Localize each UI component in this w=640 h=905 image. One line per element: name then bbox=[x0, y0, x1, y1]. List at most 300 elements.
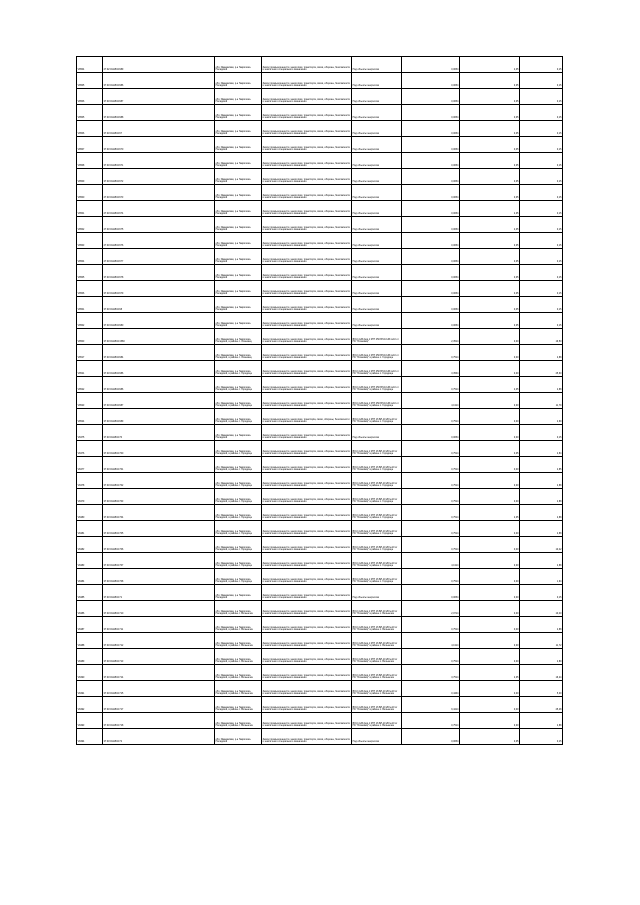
cadastral-number-cell: 37:03:0111504:715 bbox=[103, 681, 215, 697]
table-row bbox=[77, 713, 563, 729]
address-cell: обл. Ивановская, р-н Гаврилово-Посадский, в районе с. Вольнечие bbox=[215, 713, 262, 729]
record-id-cell: V8491 bbox=[77, 681, 103, 697]
amount-cell: 2,88 bbox=[520, 617, 563, 633]
amount-cell: 10,40 bbox=[520, 601, 563, 617]
area-cell: 2,3514 bbox=[402, 329, 460, 345]
cadastral-number-cell: 37:03:0111504:712 bbox=[103, 633, 215, 649]
land-category-cell: Земли промышленности, энергетики, транспорта, связи, обороны, безопасности и земли иного специального назначения bbox=[262, 489, 352, 505]
address-cell: обл. Ивановская, р-н Гаврилово-Посадский bbox=[215, 137, 262, 153]
table-row bbox=[77, 105, 563, 121]
permitted-use-cell: ВЛ-0,4 кВ фид.1 КТП 250 ВЛ-10 кВ №10 от ПС "Осановец" в районе с. Городище bbox=[352, 377, 402, 393]
rate-cell: 0,00 bbox=[460, 681, 520, 697]
cadastral-number-cell: 37:03:0111504:718 bbox=[103, 713, 215, 729]
amount-cell: 0,15 bbox=[520, 153, 563, 169]
area-cell: 0,7514 bbox=[402, 521, 460, 537]
cadastral-number-cell: 37:03:0111504:711 bbox=[103, 617, 215, 633]
cadastral-number-cell: 37:03:0111504:687 bbox=[103, 89, 215, 105]
amount-cell: 0,15 bbox=[520, 217, 563, 233]
land-category-cell: Земли промышленности, энергетики, транспорта, связи, обороны, безопасности и земли иного специального назначения bbox=[262, 105, 352, 121]
permitted-use-cell: Под объекты энергетики bbox=[352, 233, 402, 249]
area-cell: 0,7514 bbox=[402, 617, 460, 633]
cadastral-number-cell: 27:03:0111504:677 bbox=[103, 249, 215, 265]
area-cell: 0,7514 bbox=[402, 409, 460, 425]
table-row bbox=[77, 393, 563, 409]
record-id-cell: V8506 bbox=[77, 281, 103, 297]
permitted-use-cell: Под объекты энергетики bbox=[352, 281, 402, 297]
record-id-cell: V8517 bbox=[77, 345, 103, 361]
address-cell: обл. Ивановская, р-н Гаврилово-Посадский, в районе с. Городище bbox=[215, 505, 262, 521]
rate-cell: 0,05 bbox=[460, 185, 520, 201]
rate-cell: 0,05 bbox=[460, 729, 520, 745]
record-id-cell: V8509 bbox=[77, 169, 103, 185]
address-cell: обл. Ивановская, р-н Гаврилово-Посадский, в районе с. Вольнечие bbox=[215, 617, 262, 633]
permitted-use-cell: ВЛ-0,4 кВ фид.1 КТП 16 ВЛ-10 кВ №10 от ПС "Осановец" в районе с. Вольнечие bbox=[352, 665, 402, 681]
amount-cell: 0,15 bbox=[520, 585, 563, 601]
area-cell: 0,0054 bbox=[402, 313, 460, 329]
record-id-cell: V8502 bbox=[77, 217, 103, 233]
address-cell: обл. Ивановская, р-н Гаврилово-Посадский, в районе с. Вольнечие bbox=[215, 697, 262, 713]
record-id-cell: V8483 bbox=[77, 553, 103, 569]
amount-cell: 2,88 bbox=[520, 553, 563, 569]
table-row bbox=[77, 457, 563, 473]
address-cell: обл. Ивановская, р-н Гаврилово-Посадский bbox=[215, 281, 262, 297]
cadastral-number-cell: 37:03:0111504:686 bbox=[103, 377, 215, 393]
address-cell: обл. Ивановская, р-н Гаврилово-Посадский bbox=[215, 265, 262, 281]
record-id-cell: V8500 bbox=[77, 185, 103, 201]
rate-cell: 0,00 bbox=[460, 489, 520, 505]
table-body bbox=[77, 57, 563, 745]
land-category-cell: Земли промышленности, энергетики, транспорта, связи, обороны, безопасности и земли иного специального назначения bbox=[262, 649, 352, 665]
rate-cell: 0,05 bbox=[460, 73, 520, 89]
permitted-use-cell: Под объекты энергетики bbox=[352, 105, 402, 121]
record-id-cell: V8480 bbox=[77, 505, 103, 521]
land-category-cell: Земли промышленности, энергетики, транспорта, связи, обороны, безопасности и земли иного специального назначения bbox=[262, 553, 352, 569]
rate-cell: 2,05 bbox=[460, 505, 520, 521]
land-category-cell: Земли промышленности, энергетики, транспорta, связи, обороны, безопасности и земли иного специального назначения bbox=[262, 409, 352, 425]
area-cell: 0,7514 bbox=[402, 489, 460, 505]
table-row bbox=[77, 665, 563, 681]
address-cell: обл. Ивановская, р-н Гаврилово-Посадский, в районе с. Вольнечие bbox=[215, 665, 262, 681]
address-cell: обл. Ивановская, р-н Гаврилово-Посадский, в районе с. Городище bbox=[215, 489, 262, 505]
table-row bbox=[77, 137, 563, 153]
amount-cell: 2,88 bbox=[520, 489, 563, 505]
area-cell: 0,0054 bbox=[402, 425, 460, 441]
address-cell: обл. Ивановская, р-н Гаврилово-Посадский, в районе с. Городище bbox=[215, 393, 262, 409]
area-cell: 0,0054 bbox=[402, 137, 460, 153]
cadastral-number-cell: 37:03:0111504:700 bbox=[103, 441, 215, 457]
land-category-cell: Земли промышленности, энергетики, транспорта, связи, обороны, безопасности и земли иного специального назначения bbox=[262, 169, 352, 185]
land-category-cell: Земли промышленности, энергетики, транспорта, связи, обороны, безопасности и земли иного специального назначения bbox=[262, 265, 352, 281]
cadastral-number-cell: 37:03:0111504:689 bbox=[103, 409, 215, 425]
table-row bbox=[77, 121, 563, 137]
amount-cell: 2,84 bbox=[520, 441, 563, 457]
record-id-cell: V8487 bbox=[77, 617, 103, 633]
area-cell: 0,0054 bbox=[402, 297, 460, 313]
table-row bbox=[77, 441, 563, 457]
amount-cell: 0,15 bbox=[520, 281, 563, 297]
land-category-cell: Земли промышленности, энергетики, транспорта, связи, обороны, безопасности и земли иного специального назначения bbox=[262, 505, 352, 521]
permitted-use-cell: Под объекты энергетики bbox=[352, 73, 402, 89]
permitted-use-cell: Под объекты энергетики bbox=[352, 217, 402, 233]
area-cell: 0,7514 bbox=[402, 473, 460, 489]
amount-cell: 0,15 bbox=[520, 425, 563, 441]
table-row bbox=[77, 345, 563, 361]
table-row bbox=[77, 617, 563, 633]
land-category-cell: Земли промышленности, энергетики, транспорта, связи, обороны, безопасности и земли иного специального назначения bbox=[262, 201, 352, 217]
address-cell: обл. Ивановская, р-н Гаврилово-Посадский, в районе с. Городище bbox=[215, 569, 262, 585]
land-category-cell: Земли промышленности, энергетики, транспорта, связи, обороны, безопасности и земли иного специального назначения bbox=[262, 329, 352, 345]
land-category-cell: Земли промышленности, энергетики, транспорта, связи, обороны, безопасности и земли иного специального назначения bbox=[262, 345, 352, 361]
land-category-cell: Земли промышленности, энергетики, транспорта, связи, обороны, безопасности и земли иного специального назначения bbox=[262, 633, 352, 649]
address-cell: обл. Ивановская, р-н Гаврилово-Посадский, в районе с. Вольнечие bbox=[215, 601, 262, 617]
record-id-cell: V8490 bbox=[77, 665, 103, 681]
address-cell: обл. Ивановская, р-н Гаврилово-Посадский, в районе с. Городище bbox=[215, 457, 262, 473]
record-id-cell: V8482 bbox=[77, 537, 103, 553]
permitted-use-cell: ВЛ-0,4 кВ фид.1 КТП 16 ВЛ-10 кВ №10 от ПС "Осановец" в районе с. Городище bbox=[352, 505, 402, 521]
cadastral-number-cell: 37:03:0111504:703 bbox=[103, 489, 215, 505]
table-row bbox=[77, 249, 563, 265]
area-cell: 0,4464 bbox=[402, 681, 460, 697]
table-row bbox=[77, 505, 563, 521]
land-category-cell: Земли промышленности, энергетики, транспорта, связи, обороны, безопасности и земли иного специального назначения bbox=[262, 713, 352, 729]
rate-cell: 0,00 bbox=[460, 585, 520, 601]
amount-cell: 0,15 bbox=[520, 169, 563, 185]
area-cell: 0,0054 bbox=[402, 57, 460, 73]
record-id-cell: V8505 bbox=[77, 105, 103, 121]
address-cell: обл. Ивановская, р-н Гаврилово-Посадский bbox=[215, 313, 262, 329]
record-id-cell: V8524 bbox=[77, 409, 103, 425]
cadastral-number-cell: 37:03:0111504:680 bbox=[103, 313, 215, 329]
amount-cell: 0,15 bbox=[520, 729, 563, 745]
cadastral-number-cell: 37:03:0111504:714 bbox=[103, 665, 215, 681]
land-category-cell: Земли промышленности, энергетики, транспорта, связи, обороны, безопасности и земли иного специального назначения bbox=[262, 425, 352, 441]
area-cell: 0,0054 bbox=[402, 185, 460, 201]
table-row bbox=[77, 281, 563, 297]
area-cell: 9,4414 bbox=[402, 697, 460, 713]
rate-cell: 2,05 bbox=[460, 377, 520, 393]
cadastral-number-cell: 37:03:0111504:713 bbox=[103, 649, 215, 665]
amount-cell: 11,79 bbox=[520, 393, 563, 409]
permitted-use-cell: ВЛ-0,4 кВ фид.1 КТП 250 ВЛ-10 кВ №10 от ПС "Осановец" в районе с. Городище bbox=[352, 393, 402, 409]
rate-cell: 0,05 bbox=[460, 249, 520, 265]
permitted-use-cell: ВЛ-0,4 кВ фид.1 КТП 16 ВЛ-10 кВ №10 от ПС "Осановец" в районе с. Вольнечие bbox=[352, 617, 402, 633]
cadastral-number-cell: 37:03:0111504:678 bbox=[103, 265, 215, 281]
permitted-use-cell: Под объекты энергетики bbox=[352, 57, 402, 73]
area-cell: 3,3564 bbox=[402, 361, 460, 377]
cadastral-number-cell: 37:03:0111504:68 bbox=[103, 297, 215, 313]
amount-cell: 0,15 bbox=[520, 57, 563, 73]
land-category-cell: Земли промышленности, энергетики, транспорта, связи, обороны, безопасности и земли иного специального назначения bbox=[262, 137, 352, 153]
address-cell: обл. Ивановская, р-н Гаврилово-Посадский, в районе с. Вольнечие bbox=[215, 649, 262, 665]
table-row bbox=[77, 489, 563, 505]
record-id-cell: V8494 bbox=[77, 729, 103, 745]
permitted-use-cell: ВЛ-0,4 кВ фид.1 КТП 16 ВЛ-10 кВ №10 от ПС "Осановец" в районе с. Городище bbox=[352, 409, 402, 425]
record-id-cell: V8489 bbox=[77, 649, 103, 665]
record-id-cell: V8505 bbox=[77, 265, 103, 281]
table-row bbox=[77, 361, 563, 377]
record-id-cell: V8504 bbox=[77, 249, 103, 265]
land-plot-sheet bbox=[76, 56, 562, 842]
area-cell: 3,7514 bbox=[402, 665, 460, 681]
record-id-cell: V8503 bbox=[77, 329, 103, 345]
address-cell: обл. Ивановская, р-н Гаврилово-Посадский bbox=[215, 185, 262, 201]
record-id-cell: V8501 bbox=[77, 201, 103, 217]
address-cell: обл. Ивановская, р-н Гаврилово-Посадский, в районе с. Вольнечие bbox=[215, 633, 262, 649]
land-category-cell: Земли промышленности, энергетики, транспорта, связи, обороны, безопасности и земли иного специального назначения bbox=[262, 185, 352, 201]
land-category-cell: Земли промышленности, энергетики, транспорта, связи, обороны, безопасности и земли иного специального назначения bbox=[262, 313, 352, 329]
land-category-cell: Земли промышленности, энергетики, транспорта, связи, обороны, безопасности и земли иного специального назначения bbox=[262, 441, 352, 457]
record-id-cell: V8486 bbox=[77, 601, 103, 617]
permitted-use-cell: Под объекты энергетики bbox=[352, 121, 402, 137]
rate-cell: 0,00 bbox=[460, 649, 520, 665]
rate-cell: 0,05 bbox=[460, 137, 520, 153]
address-cell: обл. Ивановская, р-н Гаврилово-Посадский bbox=[215, 153, 262, 169]
address-cell: обл. Ивановская, р-н Гаврилово-Посадский bbox=[215, 57, 262, 73]
land-category-cell: Земли промышленности, энергетики, транспорта, связи, обороны, безопасности и земли иного специального назначения bbox=[262, 217, 352, 233]
address-cell: обл. Ивановская, р-н Гаврилово-Посадский bbox=[215, 233, 262, 249]
land-category-cell: Земли промышленности, энергетики, транспорта, связи, обороны, безопасности и земли иного специального назначения bbox=[262, 665, 352, 681]
table-row bbox=[77, 473, 563, 489]
table-row bbox=[77, 585, 563, 601]
rate-cell: 0,00 bbox=[460, 569, 520, 585]
record-id-cell: V8504 bbox=[77, 57, 103, 73]
address-cell: обл. Ивановская, р-н Гаврилово-Посадский, в районе с. Городище bbox=[215, 553, 262, 569]
permitted-use-cell: Под объекты энергетики bbox=[352, 425, 402, 441]
permitted-use-cell: ВЛ-0,4 кВ фид.1 КТП 250 ВЛ-10 кВ №10 от ПС "Осановец" в районе с. Городище bbox=[352, 345, 402, 361]
area-cell: 0,7514 bbox=[402, 345, 460, 361]
permitted-use-cell: ВЛ-0,4 кВ фид.1 КТП 250 ВЛ-10 кВ №10 от ПС "Осановец" bbox=[352, 329, 402, 345]
permitted-use-cell: ВЛ-0,4 кВ фид.1 КТП 16 ВЛ-10 кВ №10 от ПС "Осановец" в районе с. Городище bbox=[352, 473, 402, 489]
cadastral-number-cell: 37:03:0111504:687 bbox=[103, 393, 215, 409]
record-id-cell: V8475 bbox=[77, 425, 103, 441]
address-cell: обл. Ивановская, р-н Гаврилово-Посадский, в районе с. Городище bbox=[215, 521, 262, 537]
rate-cell: 0,05 bbox=[460, 233, 520, 249]
area-cell: 2,0714 bbox=[402, 601, 460, 617]
record-id-cell: V8505 bbox=[77, 73, 103, 89]
address-cell: обл. Ивановская, р-н Гаврилово-Посадский bbox=[215, 297, 262, 313]
cadastral-number-cell: 37:03:0111504:706 bbox=[103, 537, 215, 553]
area-cell: 0,7514 bbox=[402, 569, 460, 585]
cadastral-number-cell: 37:03:0111504:702 bbox=[103, 473, 215, 489]
amount-cell: 2,88 bbox=[520, 713, 563, 729]
cadastral-number-cell: 37:03:0111504:72 bbox=[103, 729, 215, 745]
record-id-cell: V8485 bbox=[77, 585, 103, 601]
land-category-cell: Земли промышленности, энергетики, транспорта, связи, обороны, безопасности и земли иного специального назначения bbox=[262, 617, 352, 633]
address-cell: обл. Ивановская, р-н Гаврилово-Посадский, в районе с. Городище bbox=[215, 441, 262, 457]
table-row bbox=[77, 201, 563, 217]
table-row bbox=[77, 297, 563, 313]
table-row bbox=[77, 185, 563, 201]
land-category-cell: Земли промышленности, энергетики, транспорта, связи, обороны, безопасности и земли иного специального назначения bbox=[262, 681, 352, 697]
record-id-cell: V8488 bbox=[77, 633, 103, 649]
area-cell: 0,0054 bbox=[402, 89, 460, 105]
permitted-use-cell: ВЛ-0,4 кВ фид.1 КТП 16 ВЛ-10 кВ №10 от ПС "Осановец" в районе с. Вольнечие bbox=[352, 601, 402, 617]
address-cell: обл. Ивановская, р-н Гаврилово-Посадский bbox=[215, 121, 262, 137]
permitted-use-cell: ВЛ-0,4 кВ фид.1 КТП 16 ВЛ-10 кВ №10 от ПС "Осановец" в районе с. Вольнечие bbox=[352, 697, 402, 713]
amount-cell: 0,15 bbox=[520, 297, 563, 313]
record-id-cell: V8506 bbox=[77, 121, 103, 137]
amount-cell: 5,00 bbox=[520, 681, 563, 697]
table-row bbox=[77, 601, 563, 617]
land-category-cell: Земли промышленности, энергетики, транспорта, связи, обороны, безопасности и земли иного специального назначения bbox=[262, 697, 352, 713]
rate-cell: 2,05 bbox=[460, 201, 520, 217]
rate-cell: 0,00 bbox=[460, 473, 520, 489]
rate-cell: 0,05 bbox=[460, 105, 520, 121]
area-cell: 0,0054 bbox=[402, 729, 460, 745]
permitted-use-cell: Под объекты энергетики bbox=[352, 265, 402, 281]
amount-cell: 10,42 bbox=[520, 537, 563, 553]
cadastral-number-cell: 27:03:0111504:675 bbox=[103, 217, 215, 233]
rate-cell: 0,00 bbox=[460, 553, 520, 569]
amount-cell: 2,88 bbox=[520, 473, 563, 489]
land-category-cell: Земли промышленности, энергетики, транспорта, связи, обороны, безопасности и земли иного специального назначения bbox=[262, 153, 352, 169]
amount-cell: 11,72 bbox=[520, 633, 563, 649]
table-row bbox=[77, 89, 563, 105]
rate-cell: 0,00 bbox=[460, 521, 520, 537]
cadastral-number-cell: 37:03:0111504:71 bbox=[103, 585, 215, 601]
land-category-cell: Земли промышленности, энергетики, транспорта, связи, обороны, безопасности и земли иного специального назначения bbox=[262, 233, 352, 249]
land-plot-table bbox=[76, 56, 563, 745]
cadastral-number-cell: 27:03:0111504:673 bbox=[103, 185, 215, 201]
permitted-use-cell: Под объекты энергетики bbox=[352, 137, 402, 153]
cadastral-number-cell: 37:03:0111504:670 bbox=[103, 137, 215, 153]
table-row bbox=[77, 425, 563, 441]
land-category-cell: Земли промышленности, энергетики, транспорта, связи, обороны, безопасности и земли иного специального назначения bbox=[262, 601, 352, 617]
rate-cell: 0,00 bbox=[460, 633, 520, 649]
permitted-use-cell: ВЛ-0,4 кВ фид.1 КТП 16 ВЛ-10 кВ №10 от ПС "Осановец" в районе с. Городище bbox=[352, 521, 402, 537]
cadastral-number-cell: 37:03:0111504:707 bbox=[103, 553, 215, 569]
record-id-cell: V8492 bbox=[77, 697, 103, 713]
cadastral-number-cell: 37:03:0111504:688 bbox=[103, 105, 215, 121]
cadastral-number-cell: 37:03:0111504:67 bbox=[103, 121, 215, 137]
land-category-cell: Земли промышленности, энергетики, транспорта, связи, обороны, безопасности и земли иного специального назначения bbox=[262, 585, 352, 601]
rate-cell: 2,05 bbox=[460, 217, 520, 233]
area-cell: 0,0054 bbox=[402, 233, 460, 249]
address-cell: обл. Ивановская, р-н Гаврилово-Посадский bbox=[215, 249, 262, 265]
land-category-cell: Земли промышленности, энергетики, транспорта, связи, обороны, безопасности и земли иного специального назначения bbox=[262, 457, 352, 473]
area-cell: 0,7514 bbox=[402, 441, 460, 457]
permitted-use-cell: Под объекты энергетики bbox=[352, 201, 402, 217]
amount-cell: 2,85 bbox=[520, 457, 563, 473]
permitted-use-cell: ВЛ-0,4 кВ фид.1 КТП 16 ВЛ-10 кВ №10 от ПС "Осановец" в районе с. Вольнечие bbox=[352, 681, 402, 697]
rate-cell: 0,00 bbox=[460, 329, 520, 345]
rate-cell: 0,05 bbox=[460, 313, 520, 329]
permitted-use-cell: Под объекты энергетики bbox=[352, 185, 402, 201]
land-category-cell: Земли промышленности, энергетики, транспорта, связи, обороны, безопасности и земли иного специального назначения bbox=[262, 361, 352, 377]
rate-cell: 0,00 bbox=[460, 617, 520, 633]
land-category-cell: Земли промышленности, энергетики, транспорта, связи, обороны, безопасности и земли иного специального назначения bbox=[262, 73, 352, 89]
cadastral-number-cell: 37:03:0111504:701 bbox=[103, 457, 215, 473]
table-row bbox=[77, 697, 563, 713]
permitted-use-cell: ВЛ-0,4 кВ фид.1 КТП 250 ВЛ-10 кВ №10 от ПС "Осановец" в районе с. Городище bbox=[352, 361, 402, 377]
land-category-cell: Земли промышленности, энергетики, транспорта, связи, обороны, безопасности и земли иного специального назначения bbox=[262, 569, 352, 585]
amount-cell: 25,60 bbox=[520, 361, 563, 377]
area-cell: 0,0054 bbox=[402, 265, 460, 281]
record-id-cell: V8484 bbox=[77, 569, 103, 585]
amount-cell: 2,88 bbox=[520, 505, 563, 521]
record-id-cell: V8503 bbox=[77, 233, 103, 249]
area-cell: 0,7514 bbox=[402, 457, 460, 473]
land-category-cell: Земли промышленности, энергетики, транспорта, связи, обороны, безопасности и земли иного специального назначения bbox=[262, 121, 352, 137]
table-row bbox=[77, 313, 563, 329]
address-cell: обл. Ивановская, р-н Гаврилово-Посадский bbox=[215, 169, 262, 185]
table-row bbox=[77, 537, 563, 553]
record-id-cell: V8477 bbox=[77, 457, 103, 473]
permitted-use-cell: Под объекты энергетики bbox=[352, 313, 402, 329]
amount-cell: 0,15 bbox=[520, 313, 563, 329]
area-cell: 0,0054 bbox=[402, 153, 460, 169]
cadastral-number-cell: 37:03:0111504:1580 bbox=[103, 329, 215, 345]
rate-cell: 0,05 bbox=[460, 441, 520, 457]
rate-cell: 0,05 bbox=[460, 265, 520, 281]
amount-cell: 0,15 bbox=[520, 89, 563, 105]
record-id-cell: V8493 bbox=[77, 713, 103, 729]
land-category-cell: Земли промышленности, энергетики, транспорта, связи, обороны, безопасности и земли иного специального назначения bbox=[262, 729, 352, 745]
rate-cell: 0,05 bbox=[460, 169, 520, 185]
cadastral-number-cell: 37:03:0111504:70 bbox=[103, 425, 215, 441]
amount-cell: 0,15 bbox=[520, 201, 563, 217]
permitted-use-cell: Под объекты энергетики bbox=[352, 297, 402, 313]
area-cell: 0,0054 bbox=[402, 201, 460, 217]
table-row bbox=[77, 633, 563, 649]
area-cell: 0,0054 bbox=[402, 217, 460, 233]
amount-cell: 2,69 bbox=[520, 409, 563, 425]
cadastral-number-cell: 27:02:0111504:689 bbox=[103, 57, 215, 73]
rate-cell: 0,05 bbox=[460, 153, 520, 169]
address-cell: обл. Ивановская, р-н Гаврилово-Посадский bbox=[215, 729, 262, 745]
cadastral-number-cell: 37:03:0111504:710 bbox=[103, 601, 215, 617]
amount-cell: 19,50 bbox=[520, 329, 563, 345]
record-id-cell: V8481 bbox=[77, 521, 103, 537]
area-cell: 0,0054 bbox=[402, 105, 460, 121]
amount-cell: 0,15 bbox=[520, 185, 563, 201]
table-row bbox=[77, 377, 563, 393]
amount-cell: 2,88 bbox=[520, 345, 563, 361]
rate-cell: 0,00 bbox=[460, 409, 520, 425]
address-cell: обл. Ивановская, р-н Гаврилово-Посадский, в районе с. Городище bbox=[215, 473, 262, 489]
cadastral-number-cell: 37:03:0111504:705 bbox=[103, 521, 215, 537]
permitted-use-cell: ВЛ-0,4 кВ фид.1 КТП 16 ВЛ-10 кВ №10 от ПС "Осановец" в районе с. Городище bbox=[352, 489, 402, 505]
amount-cell: 0,15 bbox=[520, 121, 563, 137]
cadastral-number-cell: 27:03:0111504:676 bbox=[103, 233, 215, 249]
rate-cell: 0,00 bbox=[460, 537, 520, 553]
table-row bbox=[77, 233, 563, 249]
record-id-cell: V8502 bbox=[77, 313, 103, 329]
rate-cell: 0,00 bbox=[460, 425, 520, 441]
area-cell: 0,7514 bbox=[402, 537, 460, 553]
table-row bbox=[77, 569, 563, 585]
table-row bbox=[77, 153, 563, 169]
area-cell: 0,0054 bbox=[402, 249, 460, 265]
land-category-cell: Земли промышленности, энергетики, транспорта, связи, обороны, безопасности и земли иного специального назначения bbox=[262, 281, 352, 297]
area-cell: 0,0054 bbox=[402, 281, 460, 297]
record-id-cell: V8522 bbox=[77, 377, 103, 393]
table-row bbox=[77, 329, 563, 345]
amount-cell: 2,89 bbox=[520, 649, 563, 665]
amount-cell: 0,15 bbox=[520, 105, 563, 121]
land-category-cell: Земли промышленности, энергетики, транспорта, связи, обороны, безопасности и земли иного специального назначения bbox=[262, 537, 352, 553]
address-cell: обл. Ивановская, р-н Гаврилово-Посадский, в районе с. Городище bbox=[215, 361, 262, 377]
rate-cell: 2,05 bbox=[460, 57, 520, 73]
land-category-cell: Земли промышленности, энергетики, транспорта, связи, обороны, безопасности и земли иного специального назначения bbox=[262, 57, 352, 73]
cadastral-number-cell: 37:03:0111504:671 bbox=[103, 153, 215, 169]
address-cell: обл. Ивановская, р-н Гаврилово-Посадский bbox=[215, 105, 262, 121]
amount-cell: 0,15 bbox=[520, 265, 563, 281]
table-row bbox=[77, 409, 563, 425]
land-category-cell: Земли промышленности, энергетики, транспорта, связи, обороны, безопасности и земли иного специального назначения bbox=[262, 521, 352, 537]
cadastral-number-cell: 37:03:0111504:684 bbox=[103, 345, 215, 361]
permitted-use-cell: Под объекты энергетики bbox=[352, 729, 402, 745]
